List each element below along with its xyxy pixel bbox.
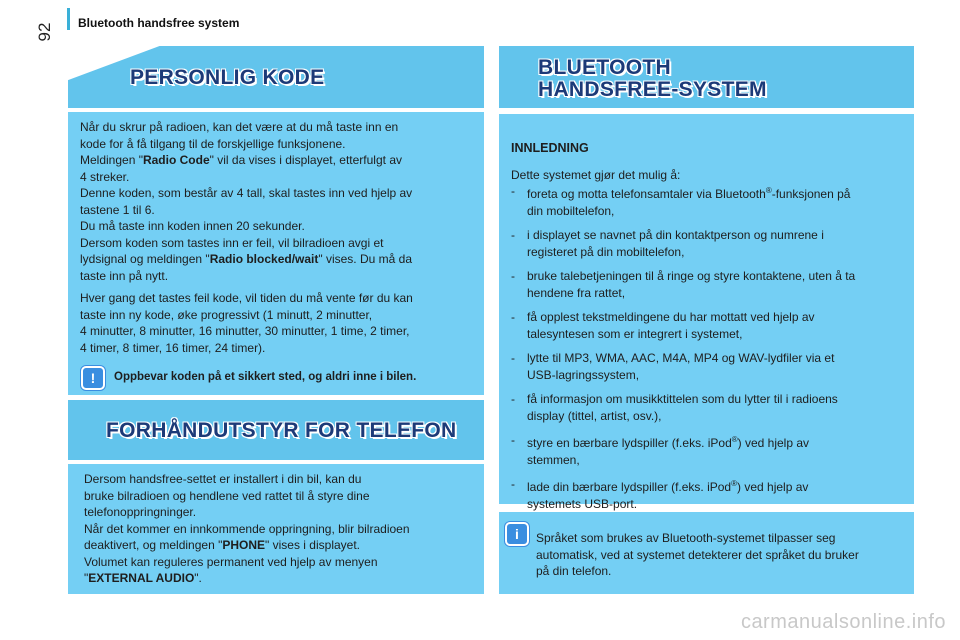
list-item: - bruke talebetjeningen til å ringe og styre kontaktene, uten å ta hendene fra rattet, <box>511 268 906 301</box>
text-line: kode for å få tilgang til de forskjellige funksjonene. <box>80 136 346 151</box>
text-line: på din telefon. <box>536 564 612 578</box>
info-icon: i <box>505 522 529 546</box>
feature-list <box>511 183 906 512</box>
text-line: tastene 1 til 6. <box>80 202 155 217</box>
text-line: Når du skrur på radioen, kan det være at du må taste inn en <box>80 120 399 134</box>
list-item: - lade din bærbare lydspiller (f.eks. iPod®) ved hjelp av systemets USB-port. <box>511 476 906 512</box>
text-line: Volumet kan reguleres permanent ved hjelp av menyen <box>84 554 378 569</box>
section-title: Bluetooth handsfree system <box>78 16 240 30</box>
list-item: - styre en bærbare lydspiller (f.eks. iPod®) ved hjelp av stemmen, <box>511 432 906 468</box>
text-line: Du må taste inn koden innen 20 sekunder. <box>80 219 305 233</box>
personlig-kode-text <box>80 119 480 356</box>
text-line: 4 timer, 8 timer, 16 timer, 24 timer). <box>80 340 266 355</box>
warning-text: Oppbevar koden på et sikkert sted, og aldri inne i bilen. <box>114 371 417 383</box>
radio-code-label: Radio Code <box>142 153 210 167</box>
bluetooth-text <box>511 140 906 520</box>
text-line: lydsignal og meldingen "Radio blocked/wait" vises. Du må da <box>80 252 413 266</box>
warning-icon: ! <box>81 366 105 390</box>
bluetooth-title-line1: BLUETOOTH <box>538 56 671 79</box>
list-item: - få opplest tekstmeldingene du har mottatt ved hjelp av talesyntesen som er integrert i systemet, <box>511 309 906 342</box>
watermark: carmanualsonline.info <box>740 611 946 633</box>
text-line: Dersom koden som tastes inn er feil, vil bilradioen avgi et <box>80 235 384 250</box>
text-line: bruke bilradioen og hendlene ved rattet til å styre dine <box>84 488 370 503</box>
innledning-heading: INNLEDNING <box>511 141 589 155</box>
list-item: - lytte til MP3, WMA, AAC, M4A, MP4 og WAV-lydfiler via et USB-lagringssystem, <box>511 350 906 383</box>
text-line: taste inn ny kode, øke progressivt (1 minutt, 2 minutter, <box>80 307 373 322</box>
text-line: Meldingen "Radio Code" vil da vises i displayet, etterfulgt av <box>80 153 402 167</box>
text-line: telefonoppringninger. <box>84 505 197 519</box>
phone-label: PHONE <box>222 538 266 552</box>
text-line: deaktivert, og meldingen "PHONE" vises i displayet. <box>84 538 360 552</box>
bluetooth-title-line2: HANDSFREE-SYSTEM <box>538 78 767 101</box>
forhandutstyr-title: FORHÅNDUTSTYR FOR TELEFON <box>106 419 457 442</box>
external-audio-label: EXTERNAL AUDIO <box>88 571 195 585</box>
list-item: - foreta og motta telefonsamtaler via Bluetooth®-funksjonen på din mobiltelefon, <box>511 183 906 219</box>
text-line: Denne koden, som består av 4 tall, skal tastes inn ved hjelp av <box>80 186 413 200</box>
text-line: 4 minutter, 8 minutter, 16 minutter, 30 minutter, 1 time, 2 timer, <box>80 324 410 338</box>
text-line: Dersom handsfree-settet er installert i din bil, kan du <box>84 472 362 486</box>
text-line: Hver gang det tastes feil kode, vil tiden du må vente før du kan <box>80 291 413 305</box>
text-line: taste inn på nytt. <box>80 268 169 283</box>
text-line: automatisk, ved at systemet detekterer det språket du bruker <box>536 547 859 562</box>
intro-text: Dette systemet gjør det mulig å: <box>511 167 681 182</box>
forhandutstyr-text <box>84 471 480 587</box>
info-text <box>536 530 906 580</box>
page-number: 92 <box>35 22 54 42</box>
text-line: "EXTERNAL AUDIO". <box>84 571 202 585</box>
text-line: 4 streker. <box>80 169 130 184</box>
section-accent-bar <box>67 8 70 30</box>
list-item: - i displayet se navnet på din kontaktperson og numrene i registeret på din mobiltelefon, <box>511 227 906 260</box>
radio-blocked-label: Radio blocked/wait <box>209 252 319 266</box>
text-line: Når det kommer en innkommende oppringning, blir bilradioen <box>84 521 410 536</box>
list-item: - få informasjon om musikktittelen som du lytter til i radioens display (tittel, artist, osv.), <box>511 391 906 424</box>
text-line: Språket som brukes av Bluetooth-systemet tilpasser seg <box>536 531 836 545</box>
personlig-kode-title: PERSONLIG KODE <box>130 66 325 89</box>
bluetooth-title <box>538 57 767 101</box>
